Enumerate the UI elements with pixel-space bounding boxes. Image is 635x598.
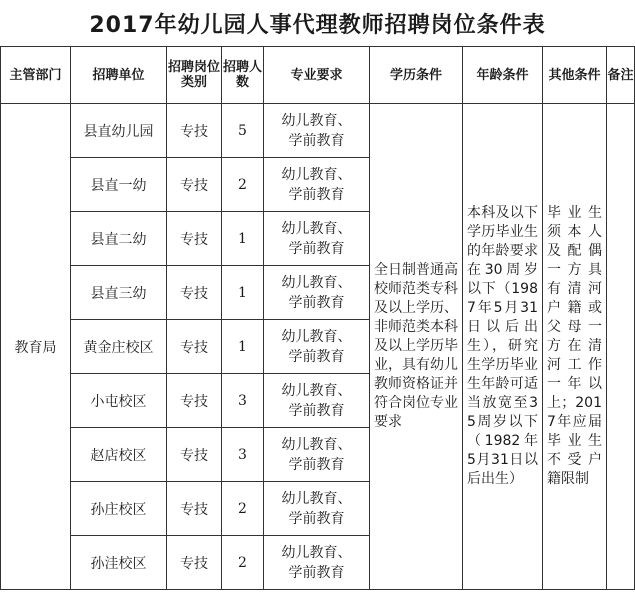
major-line: 幼儿教育、 xyxy=(281,382,352,399)
category-cell: 专技 xyxy=(167,104,222,158)
count-cell: 3 xyxy=(222,428,264,482)
unit-cell: 县直幼儿园 xyxy=(71,104,167,158)
major-line: 幼儿教育、 xyxy=(281,436,352,453)
department-cell: 教育局 xyxy=(1,104,71,590)
major-line: 学前教育 xyxy=(288,132,345,149)
age-cell xyxy=(463,104,543,590)
table-row xyxy=(1,104,635,158)
major-line: 幼儿教育、 xyxy=(281,490,352,507)
major-line: 幼儿教育、 xyxy=(281,166,352,183)
header-education: 学历条件 xyxy=(370,47,463,104)
major-cell xyxy=(264,212,370,266)
count-cell: 1 xyxy=(222,266,264,320)
major-cell xyxy=(264,374,370,428)
category-cell: 专技 xyxy=(167,374,222,428)
header-count: 招聘人数 xyxy=(222,47,264,104)
other-cell xyxy=(543,104,607,590)
major-cell xyxy=(264,536,370,590)
major-line: 幼儿教育、 xyxy=(281,328,352,345)
header-major: 专业要求 xyxy=(264,47,370,104)
count-cell: 1 xyxy=(222,320,264,374)
count-cell: 5 xyxy=(222,104,264,158)
major-line: 学前教育 xyxy=(288,294,345,311)
major-line: 学前教育 xyxy=(288,240,345,257)
count-cell: 2 xyxy=(222,536,264,590)
major-line: 学前教育 xyxy=(288,510,345,527)
count-cell: 2 xyxy=(222,482,264,536)
category-cell: 专技 xyxy=(167,482,222,536)
header-remark: 备注 xyxy=(607,47,635,104)
major-line: 学前教育 xyxy=(288,348,345,365)
header-row xyxy=(1,47,635,104)
count-cell: 2 xyxy=(222,158,264,212)
category-cell: 专技 xyxy=(167,266,222,320)
education-cell xyxy=(370,104,463,590)
unit-cell: 小屯校区 xyxy=(71,374,167,428)
header-dept: 主管部门 xyxy=(1,47,71,104)
header-category: 招聘岗位类别 xyxy=(167,47,222,104)
major-cell xyxy=(264,428,370,482)
unit-cell: 赵店校区 xyxy=(71,428,167,482)
other-text: 毕业生须本人及配偶一方具有清河户籍或父母一方在清河工作一年以上；2017年应届毕业生不受户籍限制 xyxy=(547,205,602,487)
age-text: 本科及以下学历毕业生的年龄要求在30周岁以下（1987年5月31日以后出生），研究生学历毕业生年龄可适当放宽至35周岁以下（1982年5月31日以后出生） xyxy=(467,205,538,487)
recruitment-table xyxy=(0,46,635,590)
unit-cell: 县直二幼 xyxy=(71,212,167,266)
major-cell xyxy=(264,482,370,536)
unit-cell: 县直一幼 xyxy=(71,158,167,212)
remark-cell xyxy=(607,104,635,590)
major-line: 学前教育 xyxy=(288,564,345,581)
major-line: 学前教育 xyxy=(288,456,345,473)
major-cell xyxy=(264,158,370,212)
major-line: 幼儿教育、 xyxy=(281,220,352,237)
major-cell xyxy=(264,104,370,158)
unit-cell: 县直三幼 xyxy=(71,266,167,320)
unit-cell: 孙洼校区 xyxy=(71,536,167,590)
major-line: 幼儿教育、 xyxy=(281,112,352,129)
header-age: 年龄条件 xyxy=(463,47,543,104)
category-cell: 专技 xyxy=(167,320,222,374)
major-cell xyxy=(264,266,370,320)
category-cell: 专技 xyxy=(167,158,222,212)
major-line: 学前教育 xyxy=(288,402,345,419)
header-other: 其他条件 xyxy=(543,47,607,104)
major-cell xyxy=(264,320,370,374)
unit-cell: 孙庄校区 xyxy=(71,482,167,536)
unit-cell: 黄金庄校区 xyxy=(71,320,167,374)
category-cell: 专技 xyxy=(167,428,222,482)
page-title: 2017年幼儿园人事代理教师招聘岗位条件表 xyxy=(89,12,546,38)
major-line: 幼儿教育、 xyxy=(281,544,352,561)
count-cell: 3 xyxy=(222,374,264,428)
header-unit: 招聘单位 xyxy=(71,47,167,104)
education-text: 全日制普通高校师范类专科及以上学历、非师范类本科及以上学历毕业，具有幼儿教师资格证并符合岗位专业要求 xyxy=(374,262,458,430)
major-line: 学前教育 xyxy=(288,186,345,203)
category-cell: 专技 xyxy=(167,536,222,590)
count-cell: 1 xyxy=(222,212,264,266)
major-line: 幼儿教育、 xyxy=(281,274,352,291)
category-cell: 专技 xyxy=(167,212,222,266)
